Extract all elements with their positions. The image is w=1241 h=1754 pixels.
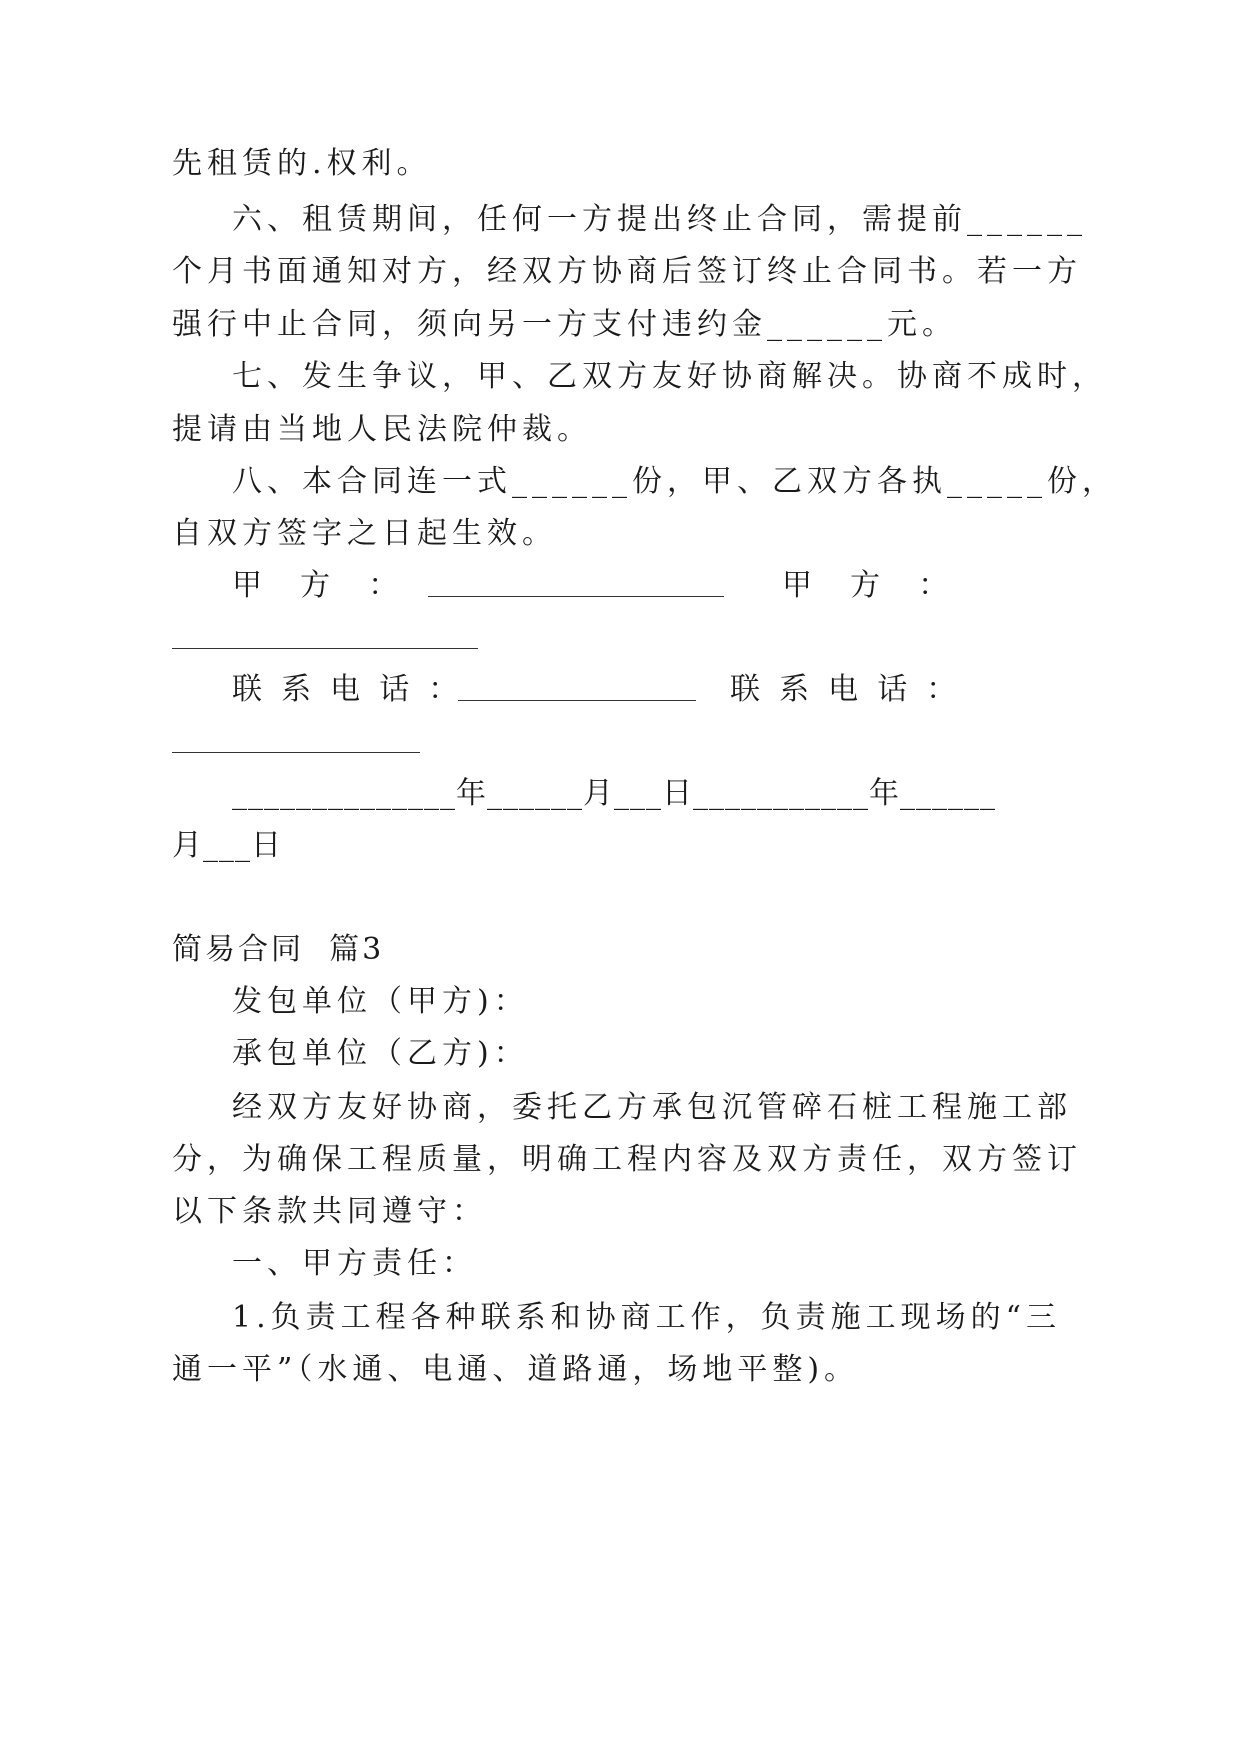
text-line: 个月书面通知对方，经双方协商后签订终止合同书。若一方: [172, 254, 1082, 289]
date-line: ______________年______月___日___________年______: [232, 776, 996, 811]
text-line: 先租赁的.权利。: [172, 146, 432, 181]
text-line: 一、甲方责任：: [232, 1246, 477, 1281]
section-heading: 简易合同 篇3: [172, 932, 385, 967]
text-line: 分，为确保工程质量，明确工程内容及双方责任，双方签订: [172, 1142, 1082, 1177]
date-line: 月___日: [172, 828, 282, 863]
phone-b-blank: [172, 752, 420, 753]
text-line: 八、本合同连一式______份，甲、乙双方各执_____份，: [232, 464, 1117, 499]
text-line: 强行中止合同，须向另一方支付违约金______元。: [172, 307, 957, 342]
text-line: 发包单位（甲方)：: [232, 984, 529, 1019]
text-line: 通一平”（水通、电通、道路通，场地平整)。: [172, 1352, 860, 1387]
party-b-label: 甲 方 ：: [782, 568, 949, 603]
phone-label-b: 联 系 电 话 ：: [730, 672, 957, 707]
text-line: 自双方签字之日起生效。: [172, 516, 557, 551]
text-line: 以下条款共同遵守：: [172, 1194, 487, 1229]
phone-a-blank: [458, 700, 696, 701]
text-line: 承包单位（乙方)：: [232, 1036, 529, 1071]
party-a-signature-blank: [428, 596, 724, 597]
text-line: 七、发生争议，甲、乙双方友好协商解决。协商不成时，: [232, 359, 1107, 394]
party-b-signature-blank: [172, 648, 478, 649]
text-line: 1.负责工程各种联系和协商工作，负责施工现场的“三: [232, 1300, 1061, 1335]
text-line: 提请由当地人民法院仲裁。: [172, 412, 592, 447]
phone-label-a: 联 系 电 话 ：: [232, 672, 459, 707]
party-a-label: 甲 方 ：: [232, 568, 399, 603]
text-line: 经双方友好协商，委托乙方承包沉管碎石桩工程施工部: [232, 1090, 1072, 1125]
text-line: 六、租赁期间，任何一方提出终止合同，需提前______: [232, 202, 1087, 237]
